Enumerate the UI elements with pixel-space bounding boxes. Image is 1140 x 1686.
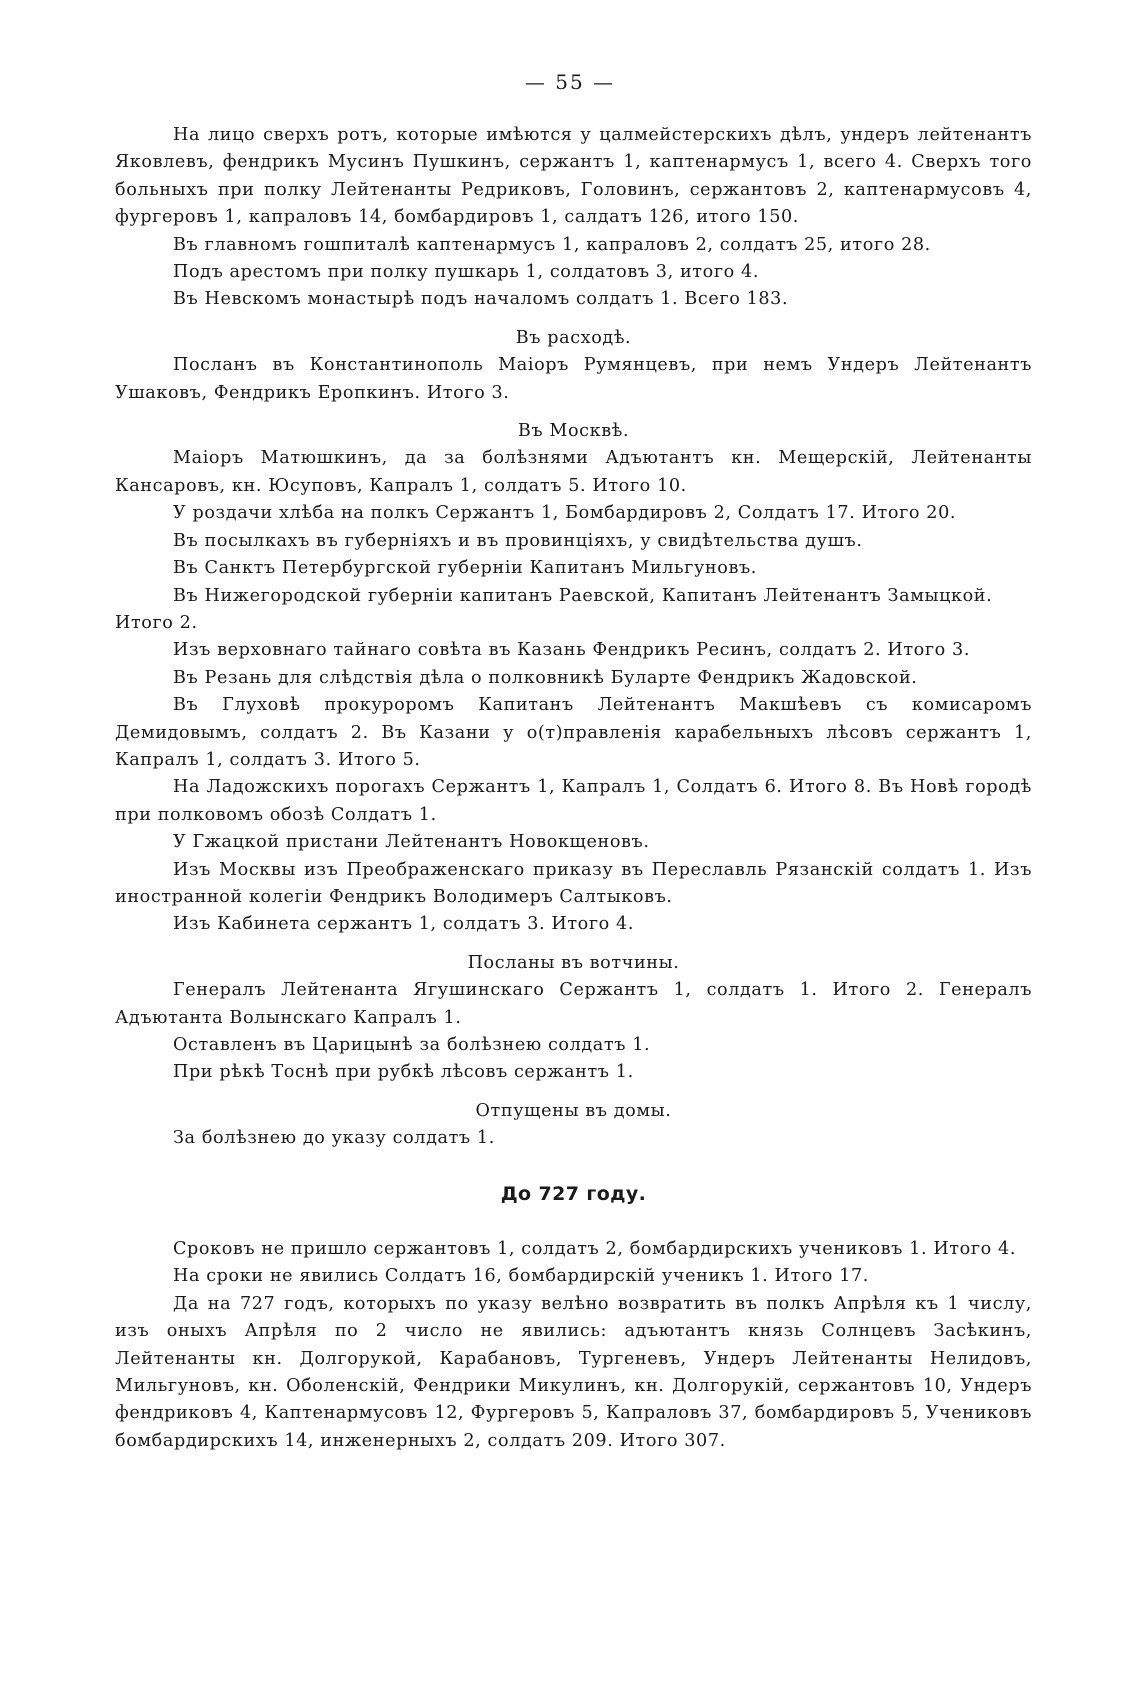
- page-number: — 55 —: [524, 70, 616, 94]
- paragraph: Маіоръ Матюшкинъ, да за болѣзнями Адъютантъ кн. Мещерскій, Лейтенанты Кансаровъ, кн. Юсуповъ, Капралъ 1, солдатъ 5. Итого 10.: [115, 448, 1032, 496]
- body-text: [115, 122, 1032, 1455]
- paragraph: На Ладожскихъ порогахъ Сержантъ 1, Капралъ 1, Солдатъ 6. Итого 8. Въ Новѣ городѣ при полковомъ обозѣ Солдатъ 1.: [115, 777, 1032, 825]
- paragraph: Въ Резань для слѣдствія дѣла о полковникѣ Буларте Фендрикъ Жадовской.: [173, 667, 918, 688]
- section-heading-moscow: Въ Москвѣ.: [517, 421, 630, 442]
- paragraph: Подъ арестомъ при полку пушкарь 1, солдатовъ 3, итого 4.: [173, 262, 760, 283]
- paragraph: Въ Глуховѣ прокуроромъ Капитанъ Лейтенантъ Макшѣевъ съ комисаромъ Демидовымъ, солдатъ 2. Въ Казани у о(т)правленія карабельныхъ лѣсовъ сержантъ 1, Капралъ 1, солдатъ 3. Итого 5.: [115, 695, 1032, 770]
- paragraph: Генералъ Лейтенанта Ягушинскаго Сержантъ 1, солдатъ 1. Итого 2. Генералъ Адъютанта Волынскаго Капралъ 1.: [115, 980, 1032, 1028]
- paragraph: Въ Санктъ Петербургской губерніи Капитанъ Мильгуновъ.: [173, 558, 757, 579]
- paragraph: За болѣзнею до указу солдатъ 1.: [173, 1128, 495, 1149]
- paragraph: При рѣкѣ Тоснѣ при рубкѣ лѣсовъ сержантъ 1.: [173, 1062, 634, 1083]
- section-heading-727: До 727 году.: [500, 1182, 647, 1205]
- paragraph: У роздачи хлѣба на полкъ Сержантъ 1, Бомбардировъ 2, Солдатъ 17. Итого 20.: [173, 503, 957, 524]
- paragraph: Посланъ въ Константинополь Маіоръ Румянцевъ, при немъ Ундеръ Лейтенантъ Ушаковъ, Фендрикъ Еропкинъ. Итого 3.: [115, 355, 1032, 403]
- paragraph: Сроковъ не пришло сержантовъ 1, солдатъ 2, бомбардирскихъ учениковъ 1. Итого 4.: [173, 1239, 1017, 1260]
- section-heading-expense: Въ расходѣ.: [515, 327, 632, 348]
- paragraph: На сроки не явились Солдатъ 16, бомбардирскій ученикъ 1. Итого 17.: [173, 1266, 869, 1287]
- paragraph: Въ посылкахъ въ губерніяхъ и въ провинціяхъ, у свидѣтельства душъ.: [173, 530, 863, 551]
- paragraph: Въ Невскомъ монастырѣ подъ началомъ солдатъ 1. Всего 183.: [173, 289, 789, 310]
- paragraph: Да на 727 годъ, которыхъ по указу велѣно возвратить въ полкъ Апрѣля къ 1 числу, изъ оныхъ Апрѣля по 2 число не явились: адъютантъ князь Солнцевъ Засѣкинъ, Лейтенанты кн. Долгорукой, Карабановъ, Тургеневъ, Ундеръ Лейтенанты Нелидовъ, Мильгуновъ, кн. Оболенскій, Фендрики Микулинъ, кн. Долгорукій, сержантовъ 10, Ундеръ фендриковъ 4, Каптенармусовъ 12, Фургеровъ 5, Капраловъ 37, бомбардировъ 5, Учениковъ бомбардирскихъ 14, инженерныхъ 2, солдатъ 209. Итого 307.: [115, 1293, 1032, 1451]
- paragraph: Изъ Москвы изъ Преображенскаго приказу въ Переславль Рязанскій солдатъ 1. Изъ иностранной колегіи Фендрикъ Володимеръ Салтыковъ.: [115, 859, 1032, 907]
- paragraph: Оставленъ въ Царицынѣ за болѣзнею солдатъ 1.: [173, 1035, 651, 1055]
- section-heading-home: Отпущены въ домы.: [475, 1100, 672, 1121]
- paragraph: Изъ верховнаго тайнаго совѣта въ Казань Фендрикъ Ресинъ, солдатъ 2. Итого 3.: [173, 640, 971, 661]
- paragraph: Изъ Кабинета сержантъ 1, солдатъ 3. Итого 4.: [173, 914, 635, 935]
- section-heading-estates: Посланы въ вотчины.: [467, 952, 680, 973]
- paragraph: Въ Нижегородской губерніи капитанъ Раевской, Капитанъ Лейтенантъ Замыцкой. Итого 2.: [115, 585, 993, 633]
- paragraph: На лицо сверхъ ротъ, которые имѣются у цалмейстерскихъ дѣлъ, ундеръ лейтенантъ Яковлевъ, фендрикъ Мусинъ Пушкинъ, сержантъ 1, каптенармусъ 1, всего 4. Сверхъ того больныхъ при полку Лейтенанты Редриковъ, Головинъ, сержантовъ 2, каптенармусовъ 4, фургеровъ 1, капраловъ 14, бомбардировъ 1, салдатъ 126, итого 150.: [115, 125, 1032, 228]
- paragraph: Въ главномъ гошпиталѣ каптенармусъ 1, капраловъ 2, солдатъ 25, итого 28.: [173, 234, 931, 255]
- paragraph: У Гжацкой пристани Лейтенантъ Новокщеновъ.: [173, 832, 650, 853]
